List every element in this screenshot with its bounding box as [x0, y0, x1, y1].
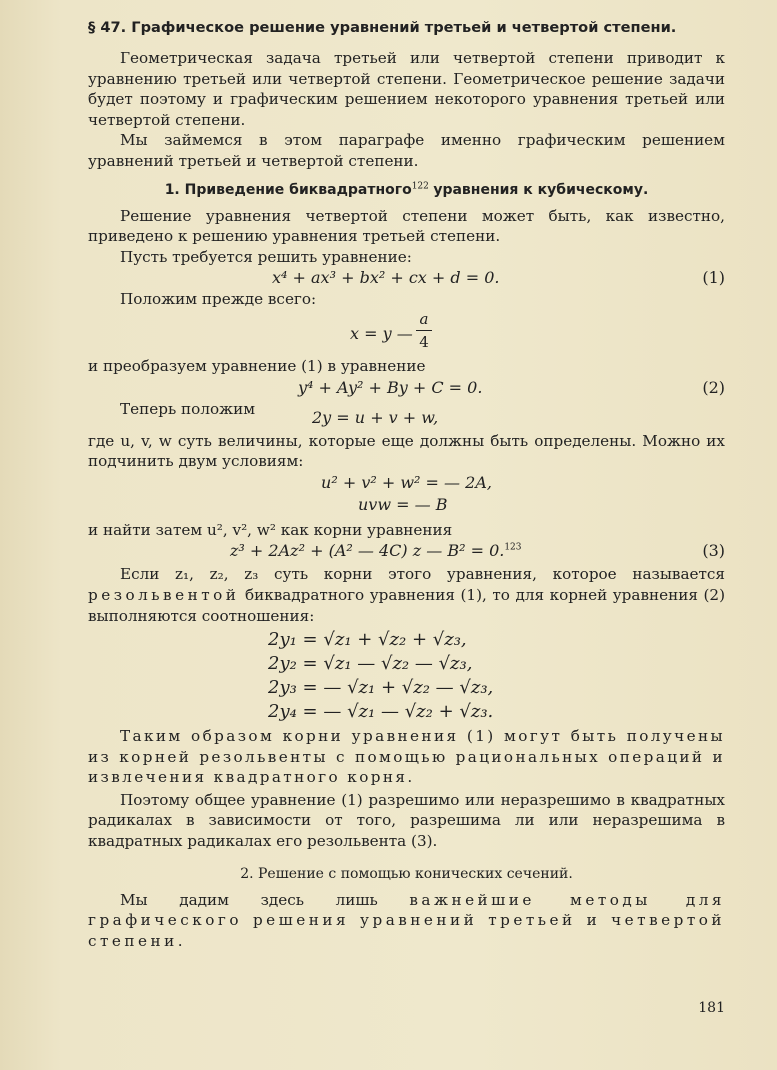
equation-text: y⁴ + Ay² + By + C = 0.	[298, 377, 483, 397]
text-run: биквадратного уравнения (1), то для корней уравнения (2) выполняются соотношения:	[88, 585, 725, 625]
equation-3	[88, 540, 725, 562]
denominator: 4	[419, 332, 429, 351]
paragraph: и найти затем u², v², w² как корни уравнения	[88, 520, 453, 539]
text-run: Мы дадим здесь лишь	[120, 890, 378, 909]
numerator: a	[419, 309, 429, 328]
equation-text	[230, 540, 522, 562]
roots-block	[268, 628, 725, 724]
paragraph: Мы займемся в этом параграфе именно графическим решением уравнений третьей и четвертой степени.	[88, 131, 725, 170]
substitution-lhs: x = y —	[350, 323, 413, 343]
equation-body: z³ + 2Az² + (A² — 4C) z — B² = 0.	[230, 541, 505, 561]
paragraph	[88, 564, 725, 626]
subsection-text-tail: уравнения к кубическому.	[433, 181, 649, 198]
root-line: 2y₃ = — √z₁ + √z₂ — √z₃,	[268, 677, 494, 699]
footnote-ref: 122	[411, 180, 429, 191]
subsection-heading-2: 2. Решение с помощью конических сечений.	[240, 865, 573, 882]
equation-number: (1)	[702, 268, 725, 288]
spaced-term: важнейшие методы для графического решения уравнений третьей и четвертой степени.	[88, 890, 726, 950]
subsection-text: 1. Приведение биквадратного	[164, 181, 412, 198]
page-number: 181	[698, 1000, 725, 1016]
footnote-ref: 123	[504, 542, 522, 553]
text-run: Если z₁, z₂, z₃ суть корни этого уравнения, которое называется	[120, 565, 725, 584]
root-line: 2y₁ = √z₁ + √z₂ + √z₃,	[268, 629, 467, 651]
paragraph: где u, v, w суть величины, которые еще должны быть определены. Можно их подчинить двум условиям:	[88, 431, 725, 471]
paragraph: Геометрическая задача третьей или четвертой степени приводит к уравнению третьей или четвертой степени. Геометрическое решение задачи будет поэтому и графическим решением некоторого уравнения третьей или четвертой степени.	[88, 49, 725, 129]
equation-text: uvw = — B	[358, 494, 448, 514]
line-with-equation	[88, 399, 725, 427]
equation-number: (3)	[702, 541, 725, 561]
section-title: § 47. Графическое решение уравнений третьей и четвертой степени.	[88, 19, 677, 36]
paragraph: Положим прежде всего:	[120, 290, 317, 309]
condition-1: u² + v² + w² = — 2A,	[321, 472, 492, 492]
subsection-heading-1	[88, 180, 725, 200]
paragraph: Решение уравнения четвертой степени может быть, как известно, приведено к решению уравнения третьей степени.	[88, 206, 725, 246]
paragraph: Теперь положим	[120, 399, 256, 418]
fraction-bar	[416, 330, 432, 331]
equation-text: x⁴ + ax³ + bx² + cx + d = 0.	[272, 268, 500, 288]
equation-1	[88, 267, 725, 289]
fraction	[416, 310, 432, 351]
paragraph: Поэтому общее уравнение (1) разрешимо или неразрешимо в квадратных радикалах в зависимости от того, разрешима ли или неразрешима в квадратных радикалах его резольвента (3).	[88, 790, 725, 851]
root-line: 2y₂ = √z₁ — √z₂ — √z₃,	[268, 653, 473, 675]
paragraph: и преобразуем уравнение (1) в уравнение	[88, 356, 426, 375]
equation-number: (2)	[702, 377, 725, 397]
root-line: 2y₄ = — √z₁ — √z₂ + √z₃.	[268, 701, 494, 723]
spaced-term: резольвентой	[88, 585, 240, 604]
condition-2	[88, 494, 725, 516]
equation-sum: 2y = u + v + w,	[312, 407, 439, 427]
paragraph: Пусть требуется решить уравнение:	[120, 247, 412, 266]
paragraph-spaced: Таким образом корни уравнения (1) могут быть получены из корней резольвенты с помощью рациональных операций и извлечения квадратного корня.	[88, 727, 725, 787]
paragraph	[88, 890, 725, 952]
substitution-equation	[88, 310, 725, 356]
equation-2	[88, 377, 725, 399]
